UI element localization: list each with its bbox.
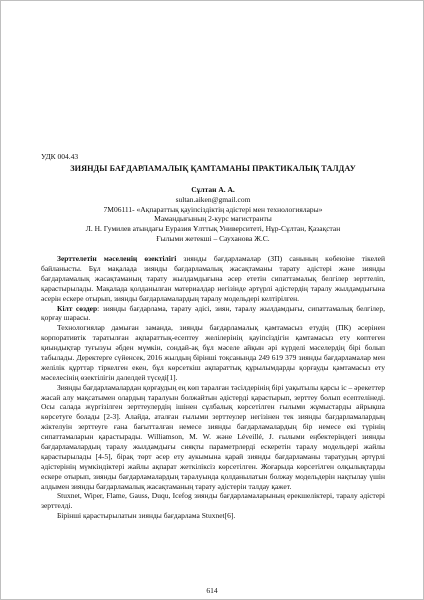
article-body (41, 152, 385, 521)
page-number: 614 (206, 586, 218, 595)
article-title: ЗИЯНДЫ БАҒДАРЛАМАЛЫҚ ҚАМТАМАНЫ ПРАКТИКАЛЫҚ ТАЛДАУ (70, 163, 356, 173)
abstract-label: Зерттелетін мәселенің өзектілігі (57, 254, 177, 264)
body-paragraph-2: Зиянды бағдарламалардан қорғаудың ең көп таралған тәсілдерінің бірі уақытылы қарсы іс – әрекеттер жасай алу мақсатымен олардың таралуын болжайтын әдістерді қарастырып, зерттеу болып есептелінеді. Осы салада жүргізілген зерттеулердің ішінен сұлбалық көрсетілген ғылыми жұмыстарды айрықша көрсетуге болады [2-3]. Алайда, аталған ғылыми зерттеулер негізінен тек зиянды бағдарламалардың жіктелуін зерттеуге ғана бағытталған немесе зиянды бағдарламалардың бір немесе екі түрінің сипаттамаларын қарастырады. Williamson, M. W. және Léveillé, J. ғылыми еңбектеріндегі зиянды бағдарламалардың таралу жылдамдығы сияқты параметрлерді ескеретін таралу модельдері жайлы қарастырылады [4-5], бірақ төрт әсер ету аукымына қарай зиянды бағдарламаны таратудың әртүрлі әдістерінің мүмкіндіктері жайлы ақпарат жеткіліксіз көрсетілген. Жоғарыда көрсетілген олқылықтарды ескере отырып, зиянды бағдарламалардың таралуында қолданылатын болжау модельдерін нақтылау үшін алдымен зиянды бағдарламалық жасақтаманың тарату әдістерін талдау қажет. (41, 382, 385, 491)
author-status: Мамандығының 2-курс магистранты (154, 214, 272, 224)
keywords-text: : зиянды бағдарлама, тарату әдісі, зиян, таралу жылдамдығы, сипаттамалық белгілер, қорғау шарасы. (41, 303, 385, 323)
body-paragraph-1: Технологиялар дамыған заманда, зиянды бағдарламалық қамтамасыз етудің (ПК) әсерінен корпоративтік таратылған ақпараттық-есептеу желілерінің қауіпсіздігін қамтамасыз ету көптеген қиындықтар туғызуы әбден мүмкін, сондай-ақ бұл мәселе айқын әрі күрделі мәселердің бірі болып табылады. Деректерге сүйенсек, 2016 жылдың бірінші тоқсанында 249 619 379 зиянды бағдарламалар мен желілік құрттар тіркелген екен, бұл көрсеткіш ақпараттық құрылымдарды қорғауды қамтамасыз ету мәселесінің өзектілігін дәлелдей түседі[1]. (41, 323, 385, 382)
body-paragraph-4: Бірінші қарастырылатын зиянды бағдарлама Stuxnet[6]. (57, 511, 236, 521)
author-email: sultan.aiken@gmail.com (175, 194, 251, 204)
keywords-label: Кілт сөздер (57, 303, 98, 313)
keywords-paragraph (41, 304, 385, 324)
author-name: Сұлтан А. А. (191, 184, 235, 194)
supervisor-line: Ғылыми жетекші – Сауханова Ж.С. (156, 234, 270, 244)
abstract-paragraph (41, 254, 385, 303)
section-spacer (41, 244, 385, 254)
abstract-text: зиянды бағдарламалар (ЗП) санының көбеюіне тікелей байланысты. Бұл мақалада зиянды бағдарламалық жасақтаманы тарату әдістері және зиянды бағдарламалық жасақтаманың тарату жылдамдығына әсер ететін сипаттамалық белгілер зерттеліп, қарастырылады. Мақалада қолданылған материалдар негізінде әртүрлі әдістердің таралу жылдамдығына әсерін ескере отырып, зиянды бағдарламалардың таралу модельдері келтірілген. (41, 254, 385, 303)
udc-code: УДК 004.43 (41, 152, 79, 161)
author-specialty: 7M06111- «Ақпараттық қауіпсіздіктің әдістері мен технологиялары» (103, 204, 323, 214)
body-paragraph-3: Stuxnet, Wiper, Flame, Gauss, Duqu, Icefog зиянды бағдарламаларының ерекшеліктері, таралу әдістері зерттелді. (41, 491, 385, 511)
author-university: Л. Н. Гумилев атындағы Еуразия Ұлттық Университеті, Нұр-Сұлтан, Қазақстан (85, 224, 341, 234)
